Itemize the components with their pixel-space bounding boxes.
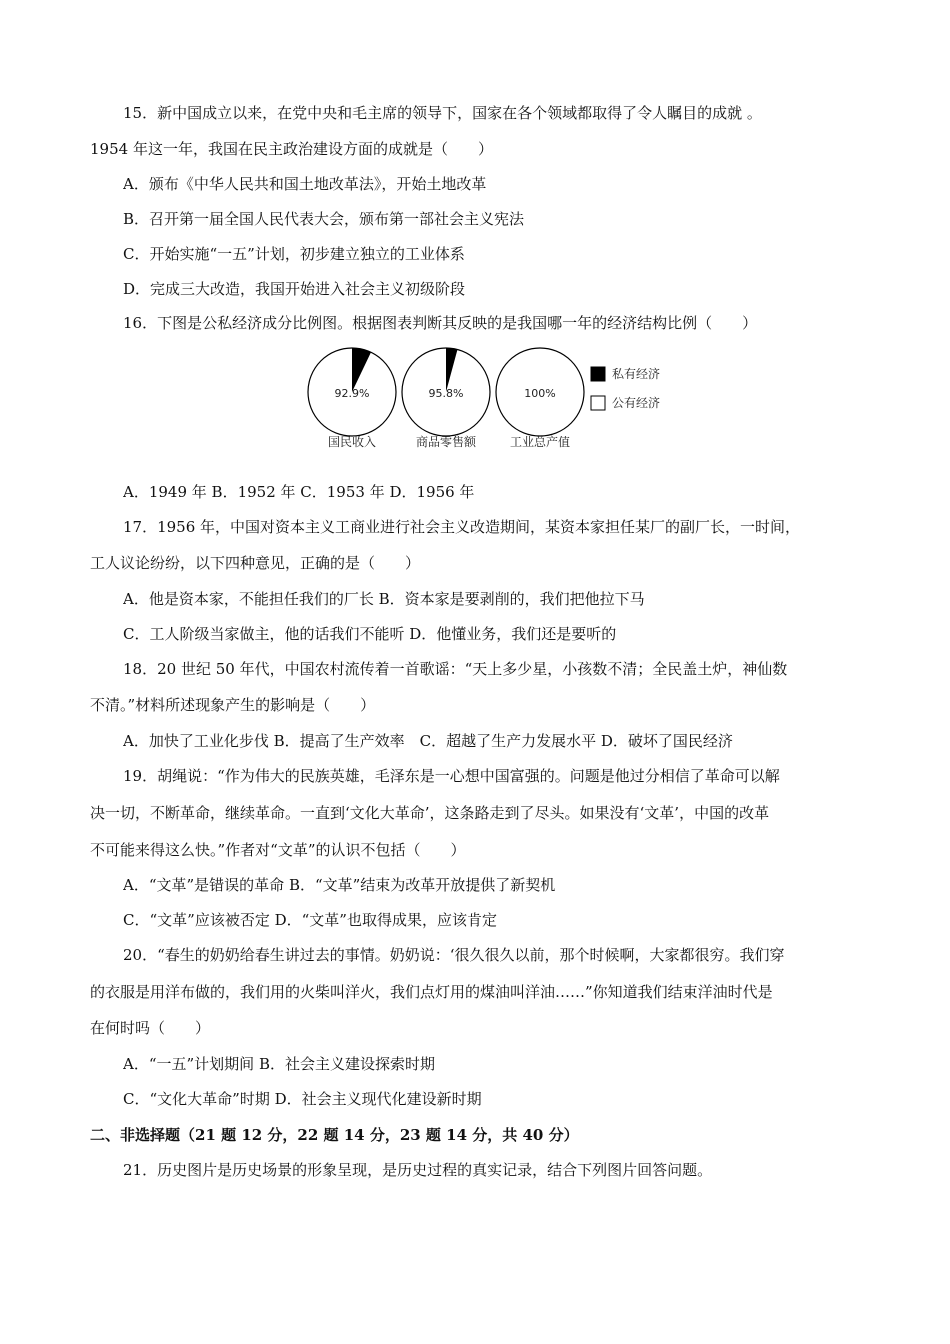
q20-stem-line2: 的衣服是用洋布做的，我们用的火柴叫洋火，我们点灯用的煤油叫洋油……”你知道我们结束洋油时代是 [90,983,773,1001]
pie-value-label: 100% [524,387,556,400]
q15-option-c: C．开始实施“一五”计划，初步建立独立的工业体系 [123,245,465,263]
q18-options: A．加快了工业化步伐 B．提高了生产效率 C．超越了生产力发展水平 D．破坏了国民经济 [123,732,733,750]
q15-option-a: A．颁布《中华人民共和国土地改革法》，开始土地改革 [123,175,487,193]
legend-private-swatch [591,367,605,381]
q19-stem-line2: 决一切，不断革命，继续革命。一直到‘文化大革命’，这条路走到了尽头。如果没有‘文革’，中国的改革 [90,804,770,822]
q19-stem-line1: 19．胡绳说：“作为伟大的民族英雄，毛泽东是一心想中国富强的。问题是他过分相信了革命可以解 [123,767,780,785]
q17-stem-line1: 17．1956 年，中国对资本主义工商业进行社会主义改造期间，某资本家担任某厂的副厂长，一时间， [123,518,801,536]
q17-stem-line2: 工人议论纷纷，以下四种意见，正确的是（ ） [90,554,421,572]
q17-options-ab: A．他是资本家，不能担任我们的厂长 B．资本家是要剥削的，我们把他拉下马 [123,590,645,608]
q17-options-cd: C．工人阶级当家做主，他的话我们不能听 D．他懂业务，我们还是要听的 [123,625,617,643]
pie-chart-svg [300,340,700,455]
legend-public-swatch [591,396,605,410]
q20-options-cd: C．“文化大革命”时期 D．社会主义现代化建设新时期 [123,1090,482,1108]
ownership-pie-figure [300,340,700,455]
q19-stem-line3: 不可能来得这么快。”作者对“文革”的认识不包括（ ） [90,841,466,859]
pie-value-label: 95.8% [428,387,464,400]
section2-heading: 二、非选择题（21 题 12 分，22 题 14 分，23 题 14 分，共 40 分） [90,1126,579,1144]
q15-stem-line2: 1954 年这一年，我国在民主政治建设方面的成就是（ ） [90,140,493,158]
q18-stem-line1: 18．20 世纪 50 年代，中国农村流传着一首歌谣：“天上多少星，小孩数不清；全民盖土炉，神仙数 [123,660,788,678]
pie-category-label: 商品零售额 [415,435,477,449]
q20-stem-line1: 20．“春生的奶奶给春生讲过去的事情。奶奶说：‘很久很久以前，那个时候啊，大家都很穷。我们穿 [123,946,785,964]
legend-private-label: 私有经济 [612,367,661,381]
q15-option-b: B．召开第一届全国人民代表大会，颁布第一部社会主义宪法 [123,210,525,228]
q16-options: A．1949 年 B．1952 年 C．1953 年 D．1956 年 [123,483,475,501]
q21-stem: 21．历史图片是历史场景的形象呈现，是历史过程的真实记录，结合下列图片回答问题。 [123,1161,713,1179]
q20-options-ab: A．“一五”计划期间 B．社会主义建设探索时期 [123,1055,435,1073]
q15-option-d: D．完成三大改造，我国开始进入社会主义初级阶段 [123,280,466,298]
q19-options-cd: C．“文革”应该被否定 D．“文革”也取得成果，应该肯定 [123,911,497,929]
pie-value-label: 92.9% [334,387,370,400]
legend-public-label: 公有经济 [612,396,661,410]
q15-stem-line1: 15．新中国成立以来，在党中央和毛主席的领导下，国家在各个领域都取得了令人瞩目的成就 。 [123,104,762,122]
q20-stem-line3: 在何时吗（ ） [90,1019,211,1037]
pie-category-label: 国民收入 [327,435,377,449]
q18-stem-line2: 不清。”材料所述现象产生的影响是（ ） [90,696,376,714]
q16-stem: 16．下图是公私经济成分比例图。根据图表判断其反映的是我国哪一年的经济结构比例（ ） [123,314,758,332]
pie-category-label: 工业总产值 [509,435,571,449]
q19-options-ab: A．“文革”是错误的革命 B．“文革”结束为改革开放提供了新契机 [123,876,556,894]
